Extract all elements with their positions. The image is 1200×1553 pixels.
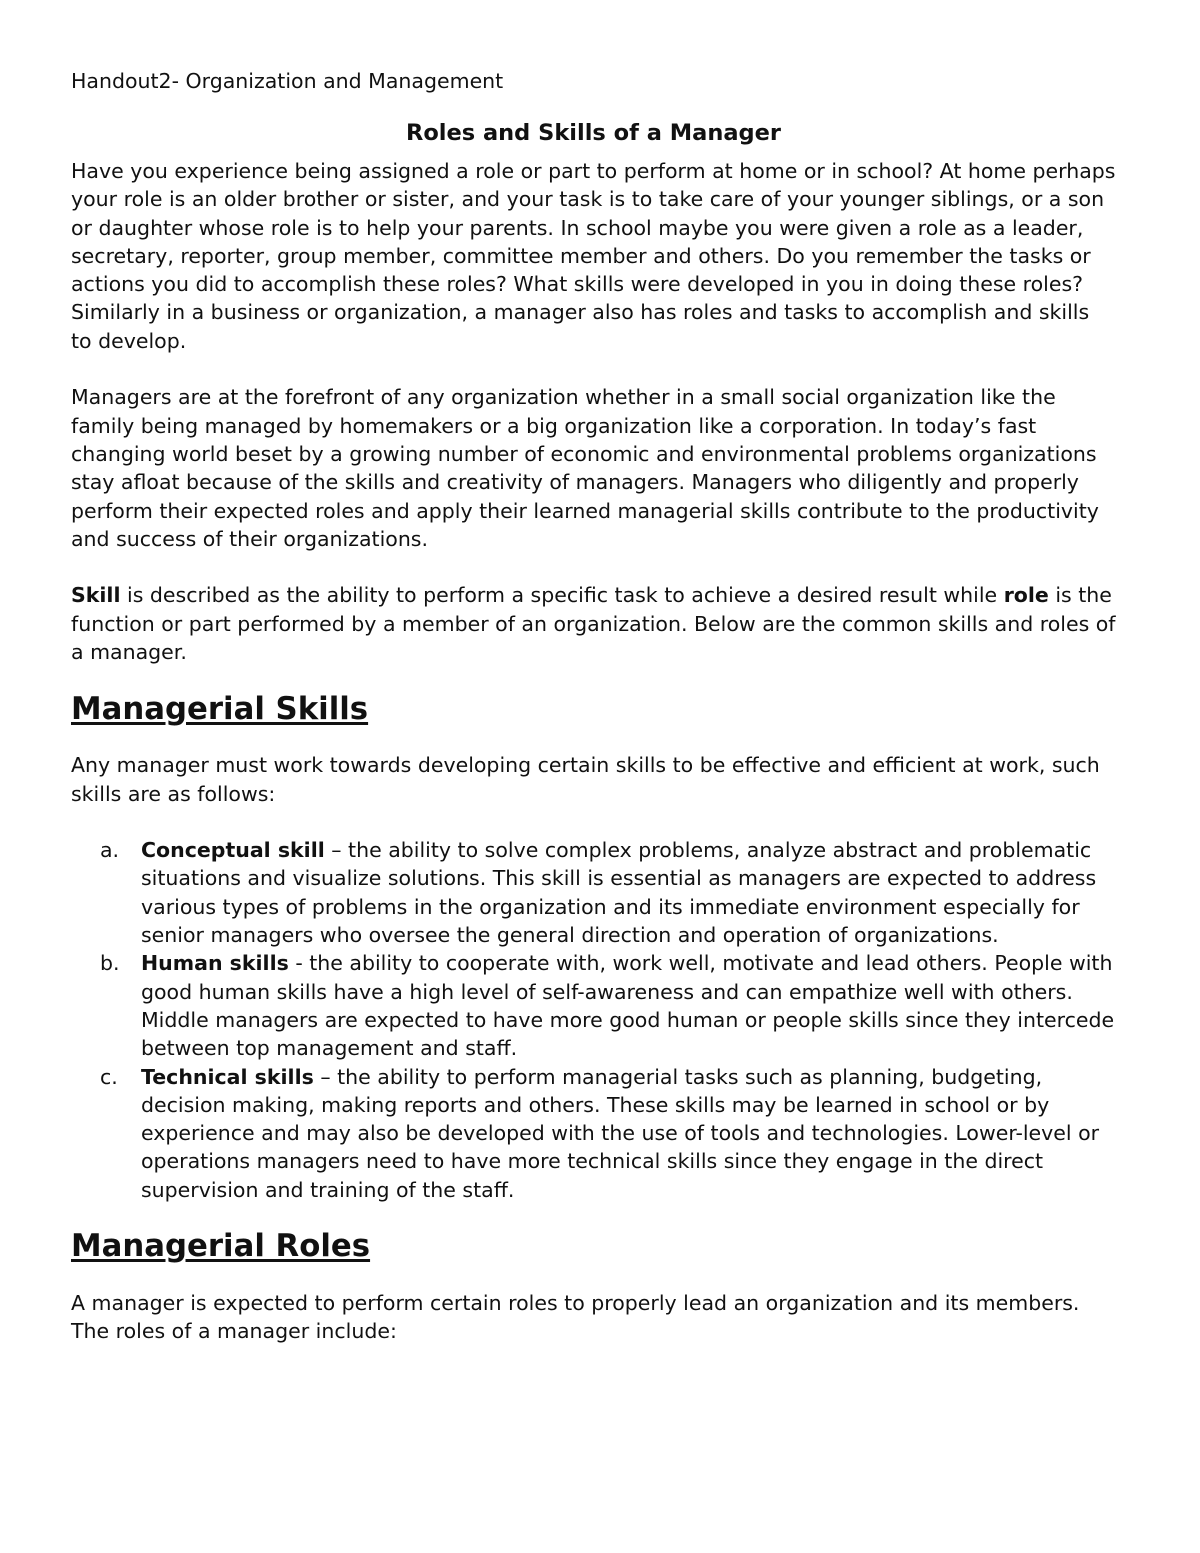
list-marker: c. <box>100 1064 118 1089</box>
managerial-skills-heading: Managerial Skills <box>71 690 369 727</box>
managerial-skills-list <box>71 836 1116 1204</box>
managerial-roles-heading: Managerial Roles <box>71 1228 371 1265</box>
managerial-skills-intro: Any manager must work towards developing certain skills to be effective and efficient at work, such skills are as follows: <box>71 753 1100 806</box>
list-marker: a. <box>100 838 120 863</box>
skill-item-human <box>71 949 1116 1062</box>
role-definition-text: is the function or part performed by a member of an organization. Below are the common skills and roles of a manager. <box>71 583 1116 665</box>
skill-definition-text: is described as the ability to perform a specific task to achieve a desired result while <box>120 583 1004 608</box>
skill-item-conceptual <box>71 836 1116 949</box>
skill-term: Skill <box>71 583 121 608</box>
skill-item-term: Human skills <box>141 951 289 976</box>
skill-item-text: – the ability to solve complex problems, analyze abstract and problematic situations and visualize solutions. This skill is essential as managers are expected to address various types of problems in the organization and its immediate environment especially for senior managers who oversee the general direction and operation of organizations. <box>141 838 1097 948</box>
document-page <box>71 66 1116 1345</box>
skill-item-text: - the ability to cooperate with, work well, motivate and lead others. People with good human skills have a high level of self-awareness and can empathize well with others. Middle managers are expected to have more good human or people skills since they intercede between top management and staff. <box>141 951 1115 1061</box>
skill-item-term: Conceptual skill <box>141 838 325 863</box>
managerial-roles-intro: A manager is expected to perform certain roles to properly lead an organization and its members. The roles of a manager include: <box>71 1290 1080 1344</box>
definitions-paragraph <box>71 581 1116 666</box>
skill-item-text: – the ability to perform managerial tasks such as planning, budgeting, decision making, making reports and others. These skills may be learned in school or by experience and may also be developed with the use of tools and technologies. Lower-level or operations managers need to have more technical skills since they engage in the direct supervision and training of the staff. <box>141 1064 1100 1202</box>
handout-header: Handout2- Organization and Management <box>71 69 504 93</box>
role-term: role <box>1003 583 1049 608</box>
skill-item-technical <box>71 1063 1116 1204</box>
skill-item-term: Technical skills <box>141 1064 314 1089</box>
page-title: Roles and Skills of a Manager <box>406 120 781 146</box>
list-marker: b. <box>100 951 120 976</box>
intro-paragraph-2: Managers are at the forefront of any organization whether in a small social organization like the family being managed by homemakers or a big organization like a corporation. In today’s fast changing world beset by a growing number of economic and environmental problems organizations stay afloat because of the skills and creativity of managers. Managers who diligently and properly perform their expected roles and apply their learned managerial skills contribute to the productivity and success of their organizations. <box>71 385 1099 551</box>
intro-paragraph-1: Have you experience being assigned a role or part to perform at home or in school? At home perhaps your role is an older brother or sister, and your task is to take care of your younger siblings, or a son or daughter whose role is to help your parents. In school maybe you were given a role as a leader, secretary, reporter, group member, committee member and others. Do you remember the tasks or actions you did to accomplish these roles? What skills were developed in you in doing these roles? Similarly in a business or organization, a manager also has roles and tasks to accomplish and skills to develop. <box>71 159 1116 353</box>
